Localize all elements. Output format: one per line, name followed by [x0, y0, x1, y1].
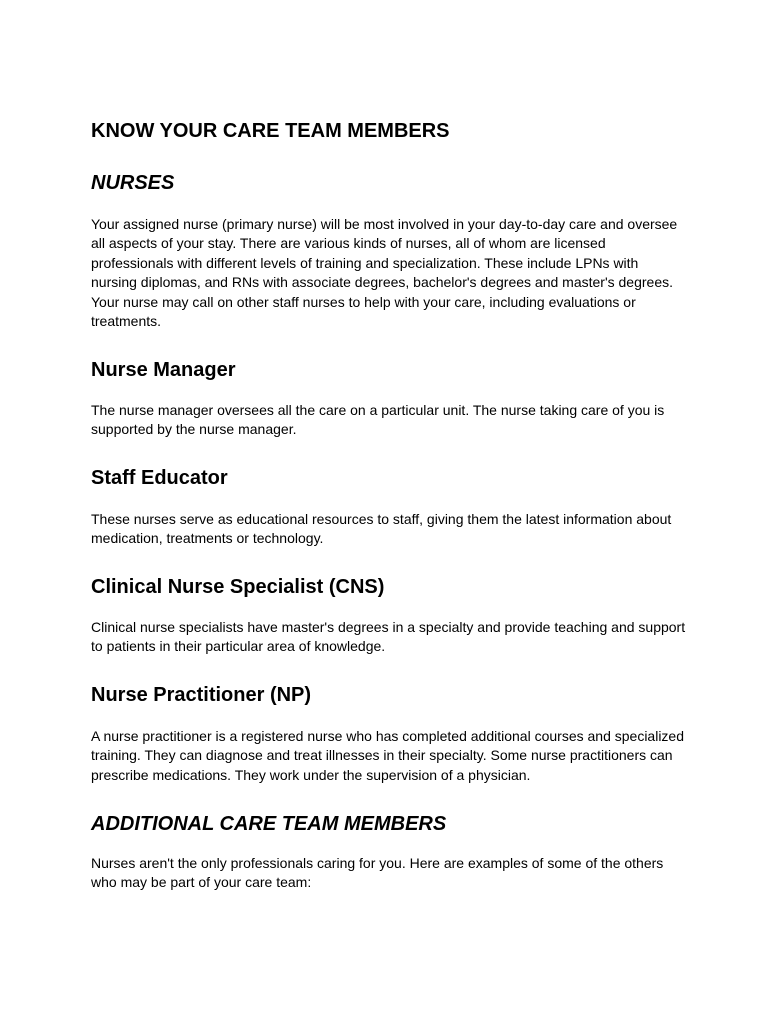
section-heading-staff-educator: Staff Educator	[91, 467, 228, 489]
section-body-clinical-nurse-specialist: Clinical nurse specialists have master's degrees in a specialty and provide teaching and support to patients in their particular area of knowledge.	[91, 619, 686, 655]
section-body-nurse-manager: The nurse manager oversees all the care on a particular unit. The nurse taking care of you is supported by the nurse manager.	[91, 402, 665, 438]
document-title: KNOW YOUR CARE TEAM MEMBERS	[91, 120, 450, 142]
section-heading-nurse-practitioner: Nurse Practitioner (NP)	[91, 684, 312, 706]
section-body-staff-educator: These nurses serve as educational resources to staff, giving them the latest information about medication, treatments or technology.	[91, 511, 672, 547]
section-heading-nurses: NURSES	[91, 172, 175, 194]
section-body-nurse-practitioner: A nurse practitioner is a registered nurse who has completed additional courses and specialized training. They can diagnose and treat illnesses in their specialty. Some nurse practitioners can prescribe medications. They work under the supervision of a physician.	[91, 728, 685, 783]
section-body-nurses: Your assigned nurse (primary nurse) will be most involved in your day-to-day care and oversee all aspects of your stay. There are various kinds of nurses, all of whom are licensed professionals with different levels of training and specialization. These include LPNs with nursing diplomas, and RNs with associate degrees, bachelor's degrees and master's degrees. Your nurse may call on other staff nurses to help with your care, including evaluations or treatments.	[91, 216, 678, 330]
section-heading-nurse-manager: Nurse Manager	[91, 359, 236, 381]
section-heading-clinical-nurse-specialist: Clinical Nurse Specialist (CNS)	[91, 576, 385, 598]
section-heading-additional-care-team: ADDITIONAL CARE TEAM MEMBERS	[91, 813, 447, 835]
section-body-additional-care-team: Nurses aren't the only professionals caring for you. Here are examples of some of the others who may be part of your care team:	[91, 855, 664, 891]
